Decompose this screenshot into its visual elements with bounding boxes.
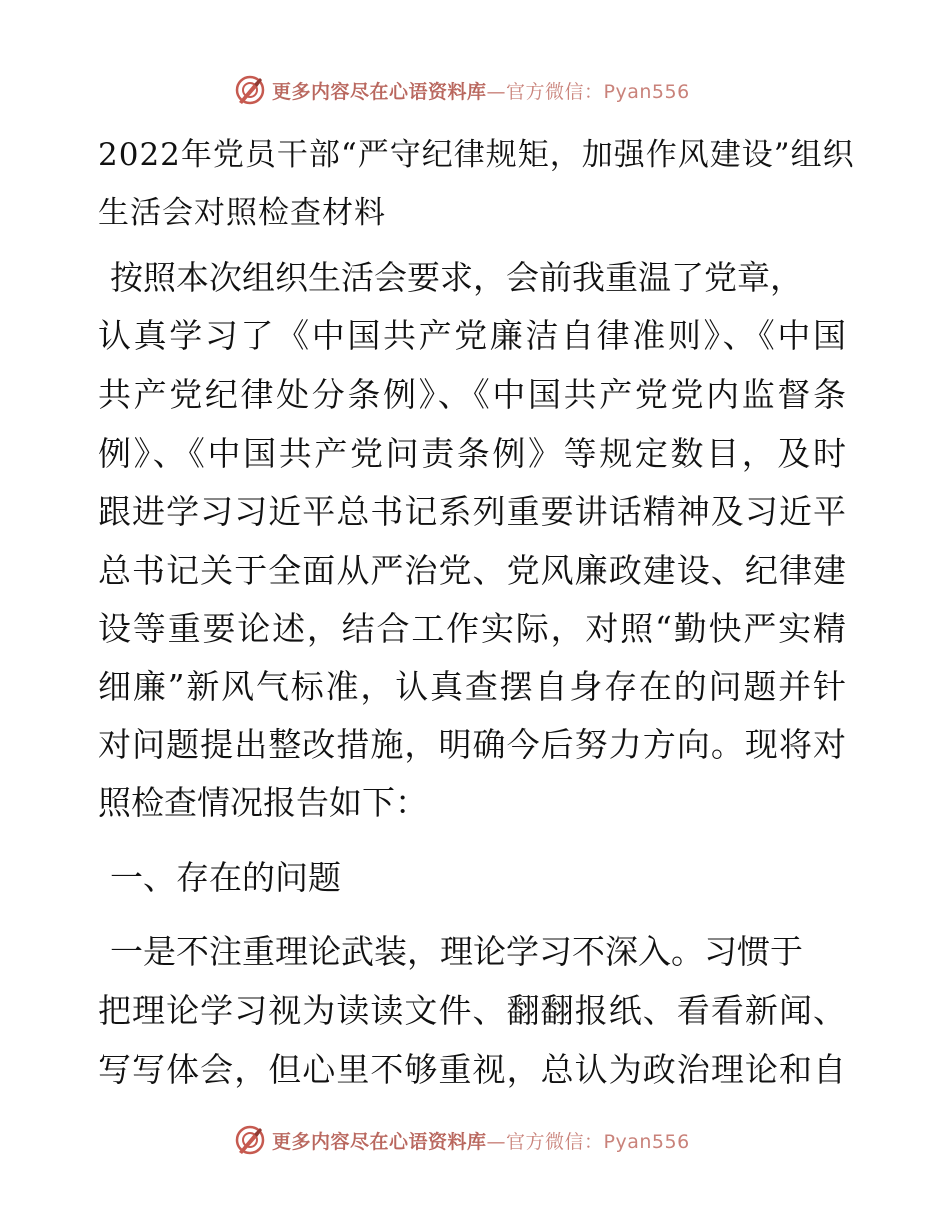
paragraph-line: 一是不注重理论武装，理论学习不深入。习惯于 [110, 932, 803, 971]
brand-logo-icon [234, 1124, 266, 1156]
paragraph-line: 细廉”新风气标准，认真查摆自身存在的问题并针 [98, 667, 846, 706]
paragraph-line: 例》、《中国共产党问责条例》等规定数目，及时 [98, 434, 846, 473]
watermark-header [234, 70, 690, 110]
watermark-footer [234, 1120, 690, 1160]
section-heading: 一、存在的问题 [110, 858, 341, 897]
paragraph-line: 总书记关于全面从严治党、党风廉政建设、纪律建 [98, 551, 846, 590]
paragraph-line: 跟进学习习近平总书记系列重要讲话精神及习近平 [98, 492, 846, 531]
paragraph-line: 认真学习了《中国共产党廉洁自律准则》、《中国 [98, 316, 846, 355]
paragraph-line: 共产党纪律处分条例》、《中国共产党党内监督条 [98, 375, 846, 414]
paragraph-line: 设等重要论述，结合工作实际，对照“勤快严实精 [98, 609, 846, 648]
paragraph-line: 对问题提出整改措施，明确今后努力方向。现将对 [98, 725, 846, 764]
watermark-text: 更多内容尽在心语资料库—官方微信：Pyan556 [272, 80, 690, 103]
paragraph-line: 按照本次组织生活会要求，会前我重温了党章， [110, 258, 803, 297]
watermark-text: 更多内容尽在心语资料库—官方微信：Pyan556 [272, 1130, 690, 1153]
paragraph-line: 把理论学习视为读读文件、翻翻报纸、看看新闻、 [98, 991, 846, 1030]
paragraph-line: 写写体会，但心里不够重视，总认为政治理论和自 [98, 1050, 846, 1089]
brand-logo-icon [234, 74, 266, 106]
paragraph-line: 照检查情况报告如下： [98, 783, 428, 822]
document-title: 2022年党员干部“严守纪律规矩，加强作风建设”组织生活会对照检查材料 [98, 137, 855, 231]
